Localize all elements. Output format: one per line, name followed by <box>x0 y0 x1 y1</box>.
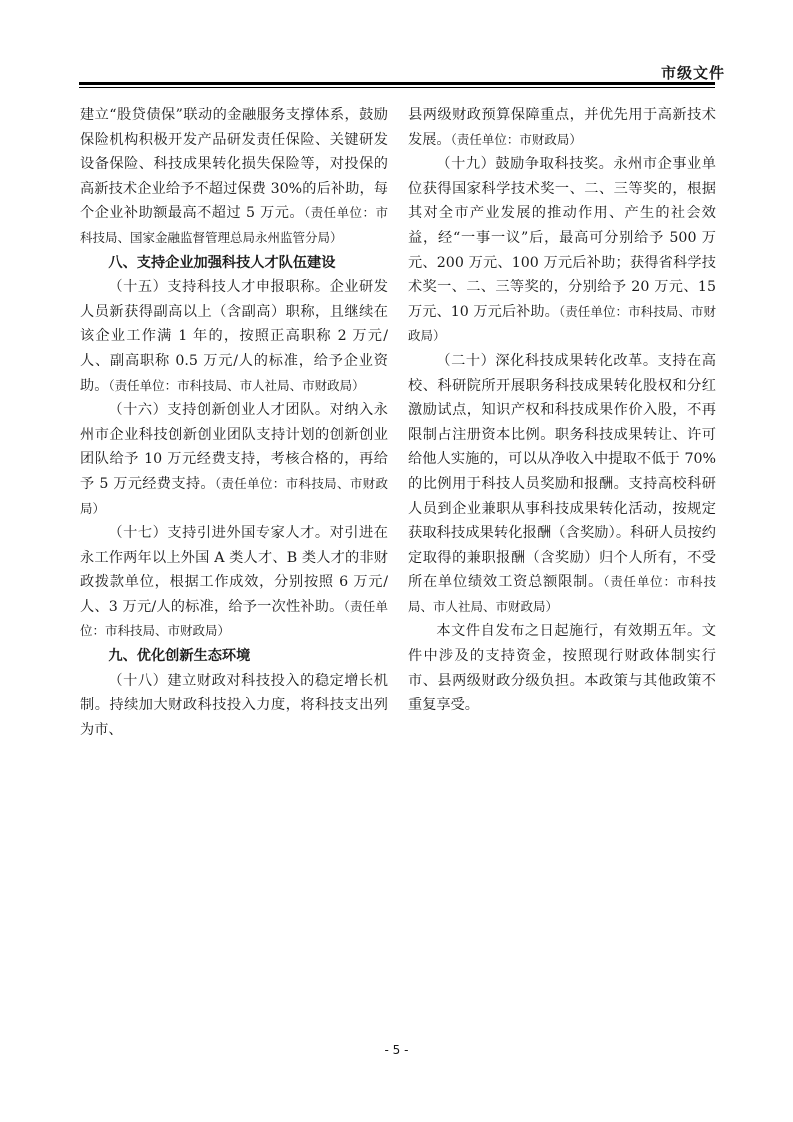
item-15 <box>80 275 388 398</box>
paragraph-text: （十五）支持科技人才申报职称。企业研发人员新获得副高以上（含副高）职称，且继续在该企业工作满 1 年的，按照正高职称 2 万元/人、副高职称 0.5 万元/人的标准，给予企业资助。 <box>80 279 388 394</box>
item-17 <box>80 521 388 644</box>
responsible-units: （责任单位：市科技局、市财政局） <box>408 303 716 344</box>
header-label: 市级文件 <box>660 64 725 82</box>
paragraph-text: 本文件自发布之日起施行，有效期五年。文件中涉及的支持资金，按照现行财政体制实行市、县两级财政分级负担。本政策与其他政策不重复享受。 <box>408 623 716 714</box>
responsible-units: （责任单位：市科技局、市人社局、市财政局） <box>408 574 716 614</box>
header-rule-thick <box>79 82 715 85</box>
section-heading-9: 九、优化创新生态环境 <box>108 648 251 665</box>
paragraph-text: 建立“股贷债保”联动的金融服务支撑体系，鼓励保险机构积极开发产品研发责任保险、关键研发设备保险、科技成果转化损失保险等，对投保的高新技术企业给予不超过保费 30%的后补助，每个企业补助额最高不超过 5 万元。 <box>80 107 388 222</box>
item-19 <box>408 152 716 349</box>
responsible-units: （责任单位：市科技局、市财政局） <box>80 598 388 639</box>
paragraph-text: （二十）深化科技成果转化改革。支持在高校、科研院所开展职务科技成果转化股权和分红激励试点，知识产权和科技成果作价入股，不再限制占注册资本比例。职务科技成果转让、许可给他人实施的，可以从净收入中提取不低于 70%的比例用于科技人员奖励和报酬。支持高校科研人员到企业兼职从事科技成果转化活动，按规定获取科技成果转化报酬（含奖励）。科研人员按约定取得的兼职报酬（含奖励）归个人所有，不受所在单位绩效工资总额限制。 <box>408 352 716 591</box>
left-column <box>80 103 388 742</box>
paragraph-text: （十七）支持引进外国专家人才。对引进在永工作两年以上外国 A 类人才、B 类人才的非财政拨款单位，根据工作成效，分别按照 6 万元/人、3 万元/人的标准，给予一次性补助。 <box>80 525 388 615</box>
continued-paragraph <box>408 103 716 152</box>
item-18 <box>80 669 388 743</box>
responsible-units: （责任单位：市财政局） <box>450 131 582 147</box>
responsible-units: （责任单位：市科技局、市人社局、市财政局） <box>108 377 365 393</box>
paragraph-text: （十九）鼓励争取科技奖。永州市企事业单位获得国家科学技术奖一、二、三等奖的，根据其对全市产业发展的推动作用、产生的社会效益，经“一事一议”后，最高可分别给予 500 万元、200 万元、100 万元后补助；获得省科学技术奖一、二、三等奖的，分别给予 20 万元、15 万元、10 万元后补助。 <box>408 156 716 320</box>
responsible-units: （责任单位：市科技局、市财政局） <box>80 475 388 516</box>
paragraph-text: 县两级财政预算保障重点，并优先用于高新技术发展。 <box>408 107 716 148</box>
header-rule-thin <box>79 87 715 88</box>
item-16 <box>80 398 388 521</box>
page-number: - 5 - <box>384 1043 409 1057</box>
responsible-units: （责任单位：市科技局、国家金融监督管理总局永州监管分局） <box>80 205 388 245</box>
section-heading-8: 八、支持企业加强科技人才队伍建设 <box>108 254 336 271</box>
continued-paragraph <box>80 103 388 251</box>
closing-paragraph <box>408 619 716 717</box>
right-column <box>408 103 716 718</box>
item-20 <box>408 349 716 620</box>
paragraph-text: （十八）建立财政对科技投入的稳定增长机制。持续加大财政科技投入力度，将科技支出列为市、 <box>80 672 388 738</box>
paragraph-text: （十六）支持创新创业人才团队。对纳入永州市企业科技创新创业团队支持计划的创新创业团队给予 10 万元经费支持，考核合格的，再给予 5 万元经费支持。 <box>80 402 388 492</box>
